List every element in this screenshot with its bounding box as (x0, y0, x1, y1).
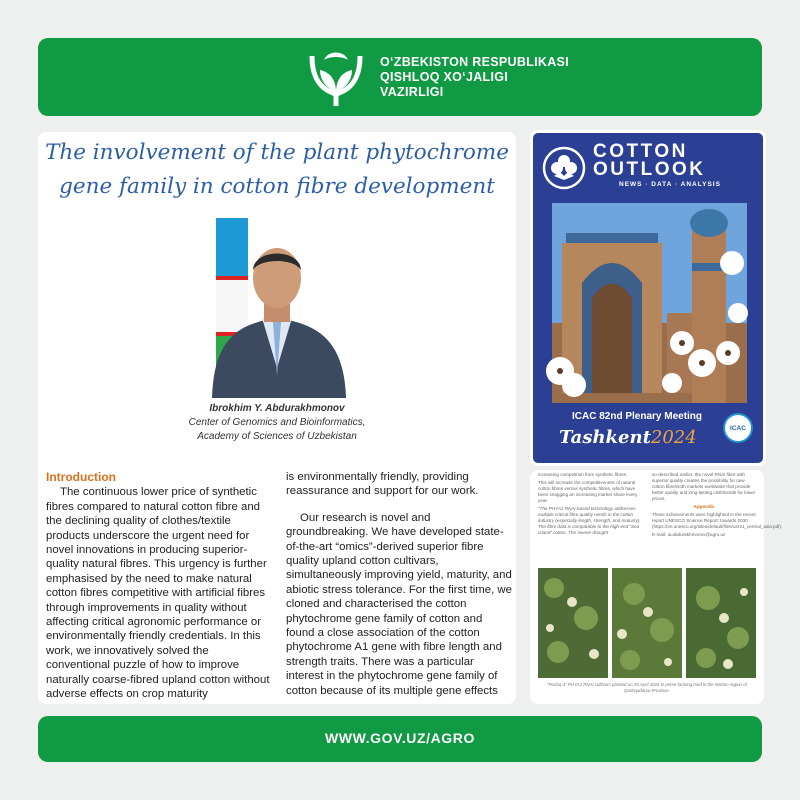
cover-title-line: OUTLOOK (593, 159, 706, 180)
ministry-line: O‘ZBEKISTON RESPUBLIKASI (380, 55, 569, 69)
author-name: Ibrokhim Y. Abdurakhmonov (209, 403, 345, 414)
cover-title-line: COTTON (593, 141, 688, 162)
meeting-label: ICAC 82nd Plenary Meeting (571, 411, 703, 422)
article-title-line: gene family in cotton fibre development (59, 174, 495, 199)
body-paragraph: is environmentally friendly, providing reassurance and support for our work. (286, 471, 479, 498)
page2-email: E-mail: ia.abdurakhmonov@agro.uz (652, 532, 726, 537)
article-page-2 (530, 470, 783, 704)
author-block (38, 402, 516, 444)
article-title (38, 136, 516, 204)
cover-background (533, 133, 763, 463)
section-heading: Introduction (46, 470, 116, 484)
page2-quote: “The PHYA1 RNAi-based technology addresses multiple critical fibre quality needs in the cotton industry (especially length, strength, and maturity). The fibre data is comparable to the high-end “Sea Island” cotton. The severe drought (538, 506, 641, 535)
page2-paragraph: This will increase the competitiveness of natural cotton fibres versus synthetic fibres, which have been snagging an increasing market share every year. (538, 480, 638, 503)
article-page (38, 132, 516, 704)
ministry-line: VAZIRLIGI (380, 85, 444, 99)
cover-image (552, 203, 747, 403)
author-photo (194, 218, 360, 398)
ministry-line: QISHLOQ XO‘JALIGI (380, 70, 509, 84)
article-column-right (286, 470, 512, 698)
page2-paragraph: These achievements were highlighted in the recent report UNESCO Science Report: towards 2030 (https://en.unesco.org/sites/default/files/usr21_central_asia.pdf). (652, 512, 783, 529)
photo-caption: “Porloq-4” PHYA1 RNAi cultivars planted on 25 April 2024 in prime farming land in the Nishon region of Qashqadaryo Province. (547, 682, 747, 693)
body-paragraph: Our research is novel and groundbreaking. We have developed state-of-the-art “omics”-derived superior fibre quality upland cotton cultivars, simultaneously improving yield, maturity, and abiotic stress tolerance. For the first time, we cloned and characterised the cotton phytochrome gene family of cotton and found a close association of the cotton phytochrome A1 gene with fibre length and strength traits. There was a particular interest in the phytochrome gene family of cotton because of its multiple gene effects (286, 511, 512, 697)
author-affiliation: Academy of Sciences of Uzbekistan (197, 431, 357, 442)
author-affiliation: Center of Genomics and Bioinformatics, (188, 417, 366, 428)
article-title-line: The involvement of the plant phytochrome (45, 140, 509, 165)
city-label: Tashkent (559, 427, 651, 448)
page2-paragraph: increasing competition from synthetic fibres. (538, 472, 628, 477)
body-paragraph: The continuous lower price of synthetic fibres compared to natural cotton fibre and the declining quality of clothes/textile products underscore the urgent need for novel innovations in producing superior-quality natural fibres. This urgency is further emphasised by the need to make natural cotton fibres competitive with artificial fibres through improvements in quality without affecting critical agronomic performance or environmentally friendly credentials. In this work, we innovatively solved the conventional puzzle of how to improve naturally coarse-fibred upland cotton without adverse effects on crop maturity (46, 486, 270, 701)
footer-bar (38, 716, 762, 762)
city-year-label (559, 427, 697, 448)
website-link[interactable]: WWW.GOV.UZ/AGRO (324, 730, 476, 746)
cotton-boll-icon (542, 146, 586, 190)
cover-subtitle: NEWS · DATA · ANALYSIS (619, 181, 721, 188)
page2-column-right (652, 472, 783, 540)
year-label: 2024 (650, 427, 697, 448)
article-column-left (46, 470, 272, 702)
page2-appendix-heading: Appendix (693, 504, 715, 509)
page2-paragraph: so-described earlier, the novel RNAi fibre with superior quality creates the possibility for new cotton fibre/cloth markets worldwide that provide better quality and long-lasting cloth/textile for lower prices. (652, 472, 756, 501)
ministry-logo-icon (304, 46, 368, 108)
ministry-name (380, 55, 569, 100)
page2-column-left (538, 472, 642, 538)
header-bar (38, 38, 762, 116)
cotton-field-photos (538, 568, 756, 678)
icac-badge: ICAC (723, 413, 753, 443)
magazine-cover (530, 130, 766, 466)
cover-title (593, 143, 706, 179)
